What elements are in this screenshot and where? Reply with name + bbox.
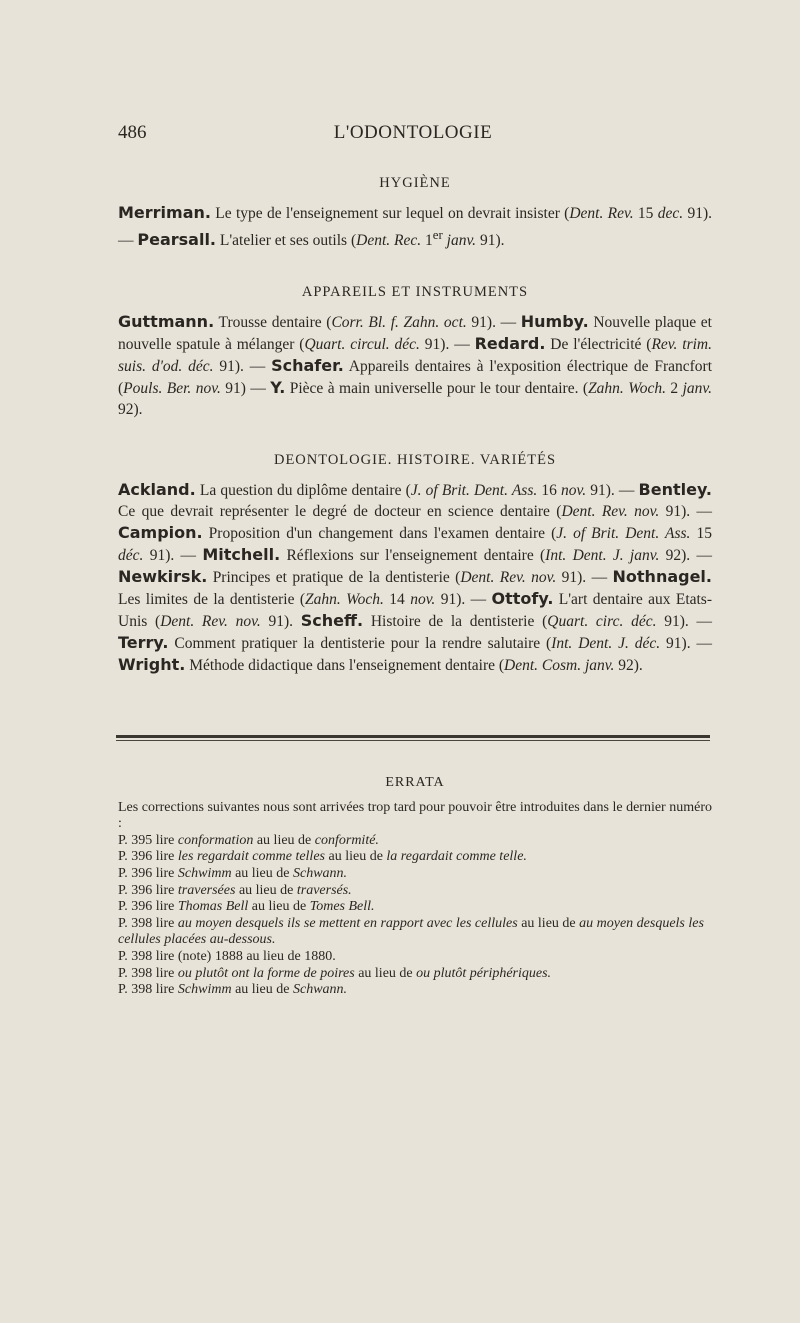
section-body: Merriman. Le type de l'enseignement sur lequel on devrait insister (Dent. Rev. 15 dec. 91). — Pearsall. L'atelier et ses outils (Dent. Rec. 1er janv. 91). — [118, 203, 712, 250]
errata-line: P. 398 lire Schwimm au lieu de Schwann. — [118, 982, 348, 998]
section-appareils — [118, 284, 712, 420]
errata-list — [118, 833, 712, 999]
section-title: DEONTOLOGIE. HISTOIRE. VARIÉTÉS — [273, 452, 557, 468]
errata-line: P. 396 lire les regardait comme telles au lieu de la regardait comme telle. — [118, 849, 527, 865]
section-deontologie — [118, 452, 712, 676]
errata-line: P. 396 lire Schwimm au lieu de Schwann. — [118, 865, 348, 881]
section-body: Ackland. La question du diplôme dentaire (J. of Brit. Dent. Ass. 16 nov. 91). — Bentley. Ce que devrait représenter le degré de docteur en science dentaire (Dent. Rev. nov. 91). — Campion. Proposition d'un changement dans l'examen dentaire (J. of Brit. Dent. Ass. 15 déc. 91). — Mitchell. Réflexions sur l'enseignement dentaire (Int. Dent. J. janv. 92). — Newkirsk. Principes et pratique de la dentisterie (Dent. Rev. nov. 91). — Nothnagel. Les limites de la dentisterie (Zahn. Woch. 14 nov. 91). — Ottofy. L'art dentaire aux Etats-Unis (Dent. Rev. nov. 91). Scheff. Histoire de la dentisterie (Quart. circ. déc. 91). — Terry. Comment pratiquer la dentisterie pour la rendre salutaire (Int. Dent. J. déc. 91). — Wright. Méthode didactique dans l'enseignement dentaire (Dent. Cosm. janv. 92). — [118, 480, 713, 674]
errata-title: ERRATA — [385, 775, 445, 790]
errata-line: P. 398 lire ou plutôt ont la forme de poires au lieu de ou plutôt périphériques. — [118, 965, 552, 981]
section-divider — [116, 735, 710, 741]
page-number: 486 — [118, 122, 147, 143]
errata-intro: Les corrections suivantes nous sont arrivées trop tard pour pouvoir être introduites dans le dernier numéro : — [118, 799, 712, 832]
errata-line: P. 395 lire conformation au lieu de conformité. — [118, 832, 379, 848]
errata-line: P. 396 lire Thomas Bell au lieu de Tomes Bell. — [118, 899, 375, 915]
errata-line: P. 396 lire traversées au lieu de traversés. — [118, 882, 352, 898]
running-header — [118, 122, 708, 148]
errata-section — [118, 775, 712, 999]
errata-line: P. 398 lire (note) 1888 au lieu de 1880. — [118, 948, 336, 964]
running-title: L'ODONTOLOGIE — [333, 122, 493, 143]
section-hygiene — [118, 175, 712, 251]
section-title: APPAREILS ET INSTRUMENTS — [301, 284, 529, 300]
section-title: HYGIÈNE — [379, 175, 451, 191]
section-body: Guttmann. Trousse dentaire (Corr. Bl. f. Zahn. oct. 91). — Humby. Nouvelle plaque et nouvelle spatule à mélanger (Quart. circul. déc. 91). — Redard. De l'électricité (Rev. trim. suis. d'od. déc. 91). — Schafer. Appareils dentaires à l'exposition électrique de Francfort (Pouls. Ber. nov. 91) — Y. Pièce à main universelle pour le tour dentaire. (Zahn. Woch. 2 janv. 92). — [118, 312, 713, 418]
errata-line: P. 398 lire au moyen desquels ils se mettent en rapport avec les cellules au lieu de au moyen desquels les cellules placées au-dessous. — [118, 915, 704, 948]
